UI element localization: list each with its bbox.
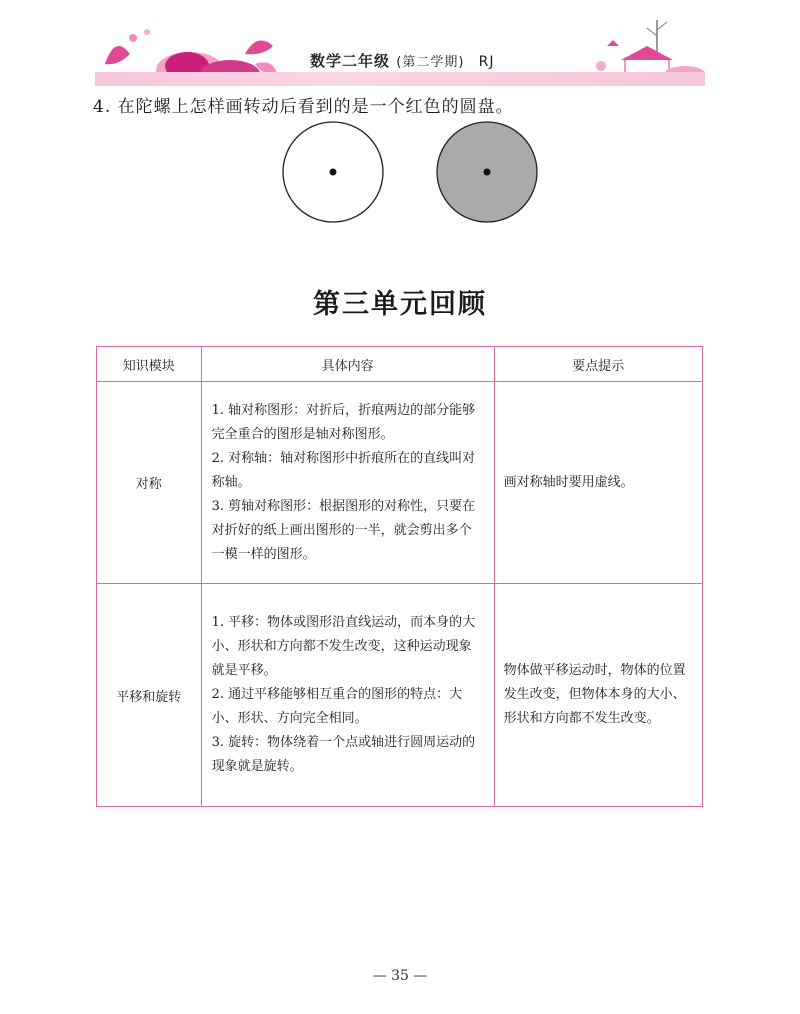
disc-center-dot (484, 169, 491, 176)
disc-center-dot (330, 169, 337, 176)
module-cell: 平移和旋转 (97, 584, 202, 807)
disc-blank (283, 122, 383, 222)
content-item: 3. 旋转：物体绕着一个点或轴进行圆周运动的现象就是旋转。 (211, 735, 476, 774)
question-4-text: 4. 在陀螺上怎样画转动后看到的是一个红色的圆盘。 (93, 97, 514, 117)
book-title-main: 数学二年级 (310, 52, 391, 70)
content-cell (201, 382, 494, 584)
header-band (95, 72, 705, 86)
section-title: 第三单元回顾 (313, 289, 487, 320)
header-module: 知识模块 (97, 347, 202, 382)
content-cell (201, 584, 494, 807)
tip-cell (494, 382, 702, 584)
disc-gray (437, 122, 537, 222)
content-item: 1. 平移：物体或图形沿直线运动，而本身的大小、形状和方向都不发生改变，这种运动现象就是平移。 (211, 615, 476, 678)
table-row (97, 584, 703, 807)
book-title (310, 50, 495, 71)
module-cell: 对称 (97, 382, 202, 584)
spinning-top-discs (282, 120, 542, 226)
unit-review-table (96, 346, 703, 807)
page-header (95, 16, 705, 86)
content-item: 1. 轴对称图形：对折后，折痕两边的部分能够完全重合的图形是轴对称图形。 (211, 402, 476, 442)
table-row (97, 382, 703, 584)
table-header-row (97, 347, 703, 382)
tip-text: 画对称轴时要用虚线。 (503, 474, 634, 490)
content-item: 2. 对称轴：轴对称图形中折痕所在的直线叫对称轴。 (211, 450, 476, 490)
page-number: — 35 — (372, 968, 428, 984)
content-item: 2. 通过平移能够相互重合的图形的特点：大小、形状、方向完全相同。 (211, 687, 463, 726)
content-item: 3. 剪轴对称图形：根据图形的对称性，只要在对折好的纸上画出图形的一半，就会剪出多个一模一样的图形。 (211, 498, 476, 562)
tip-text: 物体做平移运动时，物体的位置发生改变，但物体本身的大小、形状和方向都不发生改变。 (503, 663, 686, 726)
header-tip: 要点提示 (494, 347, 702, 382)
tip-cell (494, 584, 702, 807)
book-edition: RJ (478, 54, 495, 70)
book-semester: (第二学期) (396, 55, 465, 70)
header-content: 具体内容 (201, 347, 494, 382)
